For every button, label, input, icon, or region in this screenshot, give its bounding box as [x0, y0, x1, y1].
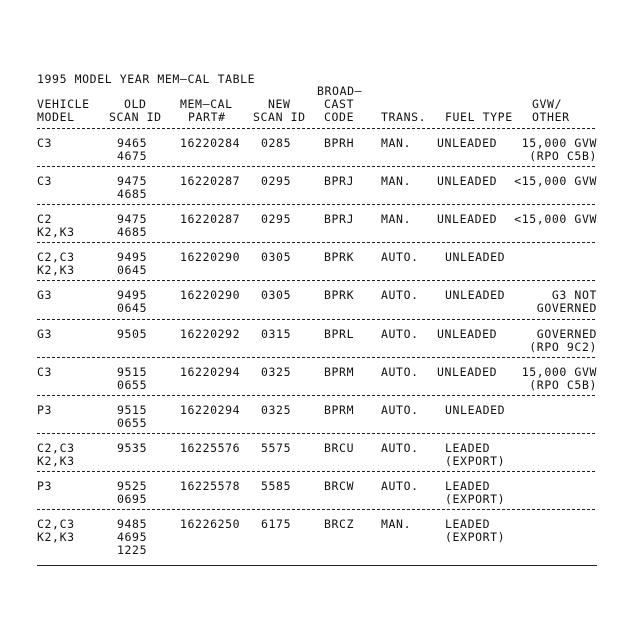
header-old-scan-line2: SCAN ID: [109, 110, 162, 124]
cell-gvw-other: (RPO C5B): [529, 149, 597, 163]
table-bottom-rule: [37, 565, 597, 566]
cell-new-scan-id: 0325: [261, 403, 292, 417]
header-gvw-line1: GVW/: [532, 97, 563, 111]
cell-old-scan-id: 9505: [117, 327, 148, 341]
cell-fuel-type: (EXPORT): [445, 454, 506, 468]
cell-vehicle-model: C3: [37, 365, 53, 379]
cell-memcal-part: 16220284: [180, 136, 241, 150]
cell-trans: MAN.: [381, 212, 412, 226]
cell-trans: MAN.: [381, 517, 412, 531]
cell-old-scan-id: 4685: [117, 187, 148, 201]
cell-new-scan-id: 0295: [261, 212, 292, 226]
cell-old-scan-id: 4695: [117, 530, 148, 544]
cell-fuel-type: UNLEADED: [437, 327, 498, 341]
cell-broadcast-code: BPRL: [324, 327, 355, 341]
header-divider: [37, 128, 595, 129]
cell-vehicle-model: K2,K3: [37, 263, 75, 277]
row-divider: [37, 471, 595, 472]
header-new-scan-line2: SCAN ID: [253, 110, 306, 124]
row-divider: [37, 357, 595, 358]
cell-trans: MAN.: [381, 174, 412, 188]
cell-fuel-type: UNLEADED: [437, 212, 498, 226]
row-divider: [37, 509, 595, 510]
row-divider: [37, 280, 595, 281]
cell-vehicle-model: C2,C3: [37, 441, 75, 455]
cell-fuel-type: UNLEADED: [437, 136, 498, 150]
cell-new-scan-id: 0295: [261, 174, 292, 188]
cell-vehicle-model: K2,K3: [37, 454, 75, 468]
cell-trans: AUTO.: [381, 403, 419, 417]
header-broadcast-line1: BROAD—: [317, 84, 363, 98]
cell-fuel-type: LEADED: [445, 441, 491, 455]
cell-broadcast-code: BPRM: [324, 403, 355, 417]
cell-vehicle-model: C2,C3: [37, 517, 75, 531]
cell-trans: MAN.: [381, 136, 412, 150]
cell-new-scan-id: 0305: [261, 250, 292, 264]
cell-vehicle-model: K2,K3: [37, 530, 75, 544]
cell-new-scan-id: 5585: [261, 479, 292, 493]
cell-old-scan-id: 9495: [117, 288, 148, 302]
header-vehicle-line1: VEHICLE: [37, 97, 90, 111]
cell-memcal-part: 16225578: [180, 479, 241, 493]
cell-broadcast-code: BPRK: [324, 250, 355, 264]
cell-old-scan-id: 9515: [117, 365, 148, 379]
row-divider: [37, 242, 595, 243]
cell-old-scan-id: 1225: [117, 543, 148, 557]
cell-memcal-part: 16220287: [180, 174, 241, 188]
cell-memcal-part: 16220290: [180, 288, 241, 302]
cell-old-scan-id: 9495: [117, 250, 148, 264]
cell-gvw-other: GOVERNED: [536, 327, 597, 341]
cell-old-scan-id: 9535: [117, 441, 148, 455]
cell-broadcast-code: BPRK: [324, 288, 355, 302]
cell-gvw-other: G3 NOT: [551, 288, 597, 302]
cell-old-scan-id: 0645: [117, 301, 148, 315]
cell-old-scan-id: 0645: [117, 263, 148, 277]
cell-new-scan-id: 0285: [261, 136, 292, 150]
cell-gvw-other: 15,000 GVW: [521, 136, 597, 150]
cell-broadcast-code: BPRH: [324, 136, 355, 150]
header-fuel: FUEL TYPE: [445, 110, 513, 124]
cell-memcal-part: 16225576: [180, 441, 241, 455]
cell-new-scan-id: 6175: [261, 517, 292, 531]
cell-new-scan-id: 5575: [261, 441, 292, 455]
cell-memcal-part: 16226250: [180, 517, 241, 531]
cell-gvw-other: 15,000 GVW: [521, 365, 597, 379]
header-trans: TRANS.: [381, 110, 427, 124]
cell-fuel-type: UNLEADED: [437, 365, 498, 379]
cell-trans: AUTO.: [381, 288, 419, 302]
cell-fuel-type: LEADED: [445, 479, 491, 493]
cell-vehicle-model: K2,K3: [37, 225, 75, 239]
header-memcal-line2: PART#: [188, 110, 226, 124]
cell-vehicle-model: G3: [37, 288, 53, 302]
cell-vehicle-model: P3: [37, 479, 53, 493]
cell-fuel-type: UNLEADED: [437, 174, 498, 188]
header-broadcast-line2: CAST: [324, 97, 355, 111]
cell-vehicle-model: P3: [37, 403, 53, 417]
cell-trans: AUTO.: [381, 479, 419, 493]
cell-old-scan-id: 9475: [117, 212, 148, 226]
cell-broadcast-code: BPRM: [324, 365, 355, 379]
cell-vehicle-model: C3: [37, 136, 53, 150]
cell-trans: AUTO.: [381, 441, 419, 455]
cell-gvw-other: GOVERNED: [536, 301, 597, 315]
cell-broadcast-code: BRCW: [324, 479, 355, 493]
cell-old-scan-id: 0655: [117, 378, 148, 392]
cell-vehicle-model: G3: [37, 327, 53, 341]
cell-memcal-part: 16220294: [180, 365, 241, 379]
cell-old-scan-id: 9525: [117, 479, 148, 493]
cell-old-scan-id: 4675: [117, 149, 148, 163]
row-divider: [37, 204, 595, 205]
cell-fuel-type: UNLEADED: [445, 250, 506, 264]
header-new-scan-line1: NEW: [268, 97, 291, 111]
cell-gvw-other: (RPO C5B): [529, 378, 597, 392]
cell-old-scan-id: 9465: [117, 136, 148, 150]
cell-gvw-other: <15,000 GVW: [514, 212, 597, 226]
cell-old-scan-id: 9475: [117, 174, 148, 188]
cell-memcal-part: 16220292: [180, 327, 241, 341]
header-gvw-line2: OTHER: [532, 110, 570, 124]
cell-broadcast-code: BPRJ: [324, 212, 355, 226]
cell-memcal-part: 16220294: [180, 403, 241, 417]
cell-fuel-type: LEADED: [445, 517, 491, 531]
row-divider: [37, 166, 595, 167]
header-vehicle-line2: MODEL: [37, 110, 75, 124]
cell-broadcast-code: BRCU: [324, 441, 355, 455]
cell-fuel-type: (EXPORT): [445, 492, 506, 506]
cell-fuel-type: UNLEADED: [445, 403, 506, 417]
cell-old-scan-id: 0695: [117, 492, 148, 506]
cell-old-scan-id: 9485: [117, 517, 148, 531]
cell-trans: AUTO.: [381, 327, 419, 341]
cell-vehicle-model: C3: [37, 174, 53, 188]
cell-trans: AUTO.: [381, 365, 419, 379]
cell-vehicle-model: C2: [37, 212, 53, 226]
cell-old-scan-id: 9515: [117, 403, 148, 417]
cell-fuel-type: UNLEADED: [445, 288, 506, 302]
cell-new-scan-id: 0325: [261, 365, 292, 379]
cell-memcal-part: 16220290: [180, 250, 241, 264]
cell-trans: AUTO.: [381, 250, 419, 264]
table-title: 1995 MODEL YEAR MEM—CAL TABLE: [37, 72, 256, 86]
cell-gvw-other: (RPO 9C2): [529, 340, 597, 354]
cell-broadcast-code: BPRJ: [324, 174, 355, 188]
row-divider: [37, 319, 595, 320]
row-divider: [37, 395, 595, 396]
cell-old-scan-id: 0655: [117, 416, 148, 430]
cell-fuel-type: (EXPORT): [445, 530, 506, 544]
cell-gvw-other: <15,000 GVW: [514, 174, 597, 188]
cell-new-scan-id: 0315: [261, 327, 292, 341]
cell-new-scan-id: 0305: [261, 288, 292, 302]
header-old-scan-line1: OLD: [124, 97, 147, 111]
header-broadcast-line3: CODE: [324, 110, 355, 124]
row-divider: [37, 433, 595, 434]
cell-memcal-part: 16220287: [180, 212, 241, 226]
cell-vehicle-model: C2,C3: [37, 250, 75, 264]
cell-old-scan-id: 4685: [117, 225, 148, 239]
header-memcal-line1: MEM—CAL: [180, 97, 233, 111]
cell-broadcast-code: BRCZ: [324, 517, 355, 531]
